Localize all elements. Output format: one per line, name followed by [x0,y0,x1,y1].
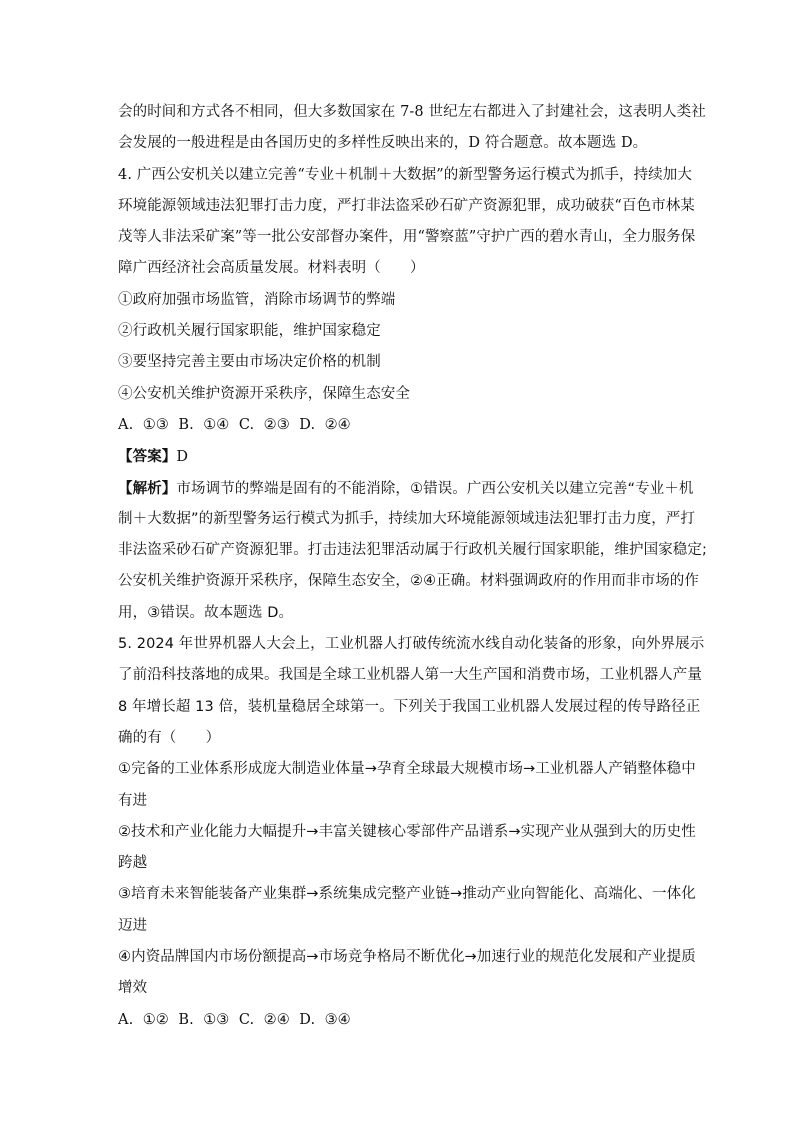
q5-option-2-line-2: 跨越 [118,855,148,872]
q4-stem-line-3: 茂等人非法采矿案”等一批公安部督办案件，用“警察蓝”守护广西的碧水青山，全力服务保 [118,229,696,246]
q4-stem-line-1: 4. 广西公安机关以建立完善“专业＋机制＋大数据”的新型警务运行模式为抓手，持续加大 [118,166,692,183]
analysis-label: 【解析】 [118,479,177,497]
q5-option-3-line-1: ③培育未来智能装备产业集群→系统集成完整产业链→推动产业向智能化、高端化、一体化 [118,886,696,903]
question-4 [118,160,707,629]
q4-stem-line-4: 障广西经济社会高质量发展。材料表明（ ） [118,260,425,277]
q5-choices: A. ①② B. ①③ C. ②④ D. ③④ [118,1011,351,1028]
q4-analysis-line-5: 用，③错误。故本题选 D。 [118,604,294,621]
q5-option-1-line-2: 有进 [118,792,148,809]
q5-stem-line-2: 了前沿科技落地的成果。我国是全球工业机器人第一大生产国和消费市场，工业机器人产量 [118,667,702,684]
analysis-text: 市场调节的弊端是固有的不能消除，①错误。广西公安机关以建立完善“专业＋机 [176,480,694,497]
q4-option-4: ④公安机关维护资源开采秩序，保障生态安全 [118,385,410,402]
q4-analysis-line-3: 非法盗采砂石矿产资源犯罪。打击违法犯罪活动属于行政机关履行国家职能，维护国家稳定; [118,542,707,559]
prev-analysis-line-1: 会的时间和方式各不相同，但大多数国家在 7-8 世纪左右都进入了封建社会，这表明人类社 [118,104,706,120]
q5-stem-line-3: 8 年增长超 13 倍，装机量稳居全球第一。下列关于我国工业机器人发展过程的传导路径正 [118,698,701,715]
q5-stem-line-4: 确的有（ ） [118,729,221,746]
q4-choices: A. ①③ B. ①④ C. ②③ D. ②④ [118,416,351,433]
q4-analysis-line-4: 公安机关维护资源开采秩序，保障生态安全，②④正确。材料强调政府的作用而非市场的作 [118,573,699,590]
q5-stem-line-1: 5. 2024 年世界机器人大会上，工业机器人打破传统流水线自动化装备的形象，向外界展示 [118,636,705,653]
q5-option-4-line-1: ④内资品牌国内市场份额提高→市场竞争格局不断优化→加速行业的规范化发展和产业提质 [118,949,696,966]
q4-analysis-line-2: 制＋大数据”的新型警务运行模式为抓手，持续加大环境能源领域违法犯罪打击力度，严打 [118,510,696,527]
q4-answer [118,441,680,472]
q5-option-1-line-1: ①完备的工业体系形成庞大制造业体量→孕育全球最大规模市场→工业机器人产销整体稳中 [118,761,696,778]
q4-analysis-line-1 [118,473,694,504]
question-5 [118,629,705,1036]
answer-label: 【答案】 [118,448,177,466]
q4-option-1: ①政府加强市场监管，消除市场调节的弊端 [118,291,396,308]
q5-option-4-line-2: 增效 [118,980,148,997]
q4-option-3: ③要坚持完善主要由市场决定价格的机制 [118,354,381,371]
answer-value: D [176,449,189,466]
q5-option-3-line-2: 迈进 [118,917,148,934]
q4-option-2: ②行政机关履行国家职能，维护国家稳定 [118,323,381,340]
prev-analysis-line-2: 会发展的一般进程是由各国历史的多样性反映出来的，D 符合题意。故本题选 D。 [118,135,648,152]
q4-stem-line-2: 环境能源领域违法犯罪打击力度，严打非法盗采砂石矿产资源犯罪，成功破获“百色市林某 [118,197,695,214]
document-page [118,97,707,1036]
q5-option-2-line-1: ②技术和产业化能力大幅提升→丰富关键核心零部件产品谱系→实现产业从强到大的历史性 [118,823,696,840]
